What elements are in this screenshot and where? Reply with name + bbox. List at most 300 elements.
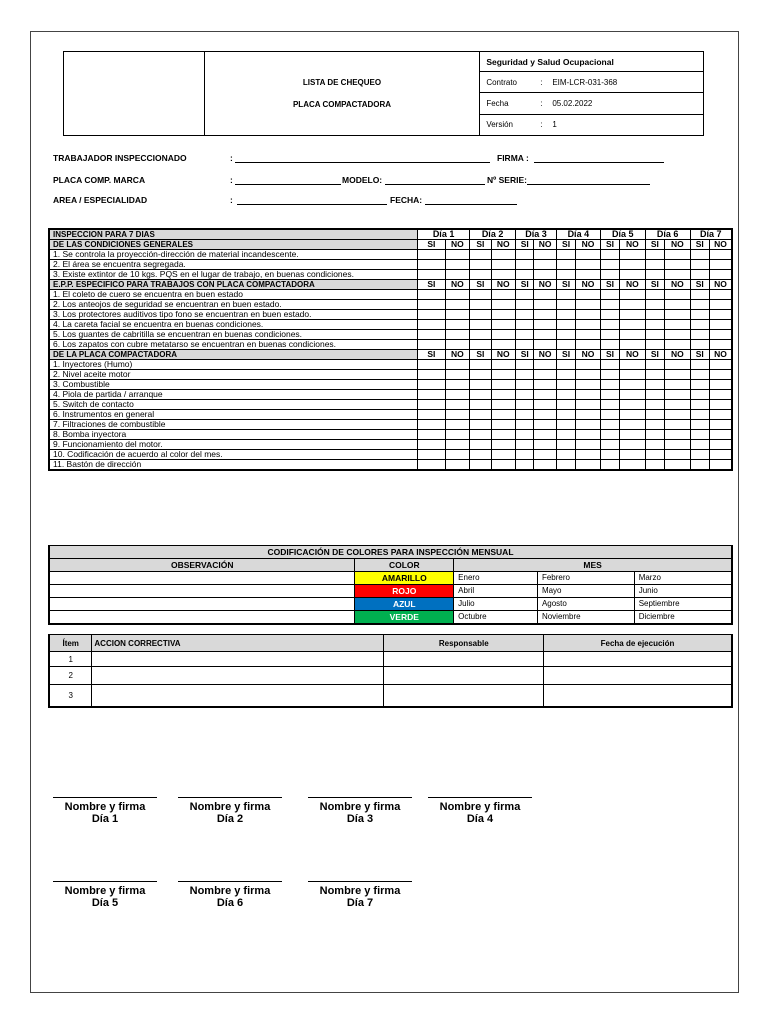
- check-cell[interactable]: [470, 360, 491, 370]
- check-cell[interactable]: [556, 400, 575, 410]
- check-cell[interactable]: [534, 370, 556, 380]
- check-cell[interactable]: [534, 250, 556, 260]
- check-cell[interactable]: [445, 450, 470, 460]
- check-cell[interactable]: [556, 330, 575, 340]
- check-cell[interactable]: [445, 440, 470, 450]
- check-cell[interactable]: [470, 380, 491, 390]
- check-cell[interactable]: [620, 300, 646, 310]
- check-cell[interactable]: [620, 310, 646, 320]
- check-cell[interactable]: [534, 450, 556, 460]
- check-cell[interactable]: [491, 300, 516, 310]
- execution-date-cell[interactable]: [544, 667, 732, 685]
- check-cell[interactable]: [534, 300, 556, 310]
- check-cell[interactable]: [516, 370, 534, 380]
- check-cell[interactable]: [516, 250, 534, 260]
- signature-line[interactable]: [178, 797, 282, 798]
- check-cell[interactable]: [445, 460, 470, 471]
- check-cell[interactable]: [690, 380, 709, 390]
- check-cell[interactable]: [620, 460, 646, 471]
- check-cell[interactable]: [418, 400, 446, 410]
- check-cell[interactable]: [576, 430, 601, 440]
- check-cell[interactable]: [516, 410, 534, 420]
- observation-cell[interactable]: [49, 611, 355, 625]
- check-cell[interactable]: [470, 320, 491, 330]
- worker-field[interactable]: [235, 153, 490, 163]
- check-cell[interactable]: [665, 320, 691, 330]
- check-cell[interactable]: [491, 330, 516, 340]
- check-cell[interactable]: [491, 420, 516, 430]
- check-cell[interactable]: [600, 250, 619, 260]
- check-cell[interactable]: [645, 440, 664, 450]
- check-cell[interactable]: [620, 360, 646, 370]
- check-cell[interactable]: [534, 400, 556, 410]
- check-cell[interactable]: [600, 370, 619, 380]
- check-cell[interactable]: [709, 360, 732, 370]
- check-cell[interactable]: [690, 450, 709, 460]
- signature-field[interactable]: [534, 153, 664, 163]
- check-cell[interactable]: [620, 430, 646, 440]
- check-cell[interactable]: [418, 260, 446, 270]
- check-cell[interactable]: [534, 420, 556, 430]
- check-cell[interactable]: [645, 310, 664, 320]
- signature-line[interactable]: [308, 797, 412, 798]
- check-cell[interactable]: [690, 430, 709, 440]
- action-cell[interactable]: [92, 667, 384, 685]
- check-cell[interactable]: [418, 410, 446, 420]
- check-cell[interactable]: [600, 340, 619, 350]
- check-cell[interactable]: [576, 390, 601, 400]
- check-cell[interactable]: [534, 430, 556, 440]
- area-field[interactable]: [237, 195, 387, 205]
- check-cell[interactable]: [690, 400, 709, 410]
- check-cell[interactable]: [665, 260, 691, 270]
- check-cell[interactable]: [556, 270, 575, 280]
- check-cell[interactable]: [516, 290, 534, 300]
- check-cell[interactable]: [534, 380, 556, 390]
- check-cell[interactable]: [470, 310, 491, 320]
- check-cell[interactable]: [709, 330, 732, 340]
- check-cell[interactable]: [690, 310, 709, 320]
- check-cell[interactable]: [470, 430, 491, 440]
- check-cell[interactable]: [534, 270, 556, 280]
- check-cell[interactable]: [534, 390, 556, 400]
- check-cell[interactable]: [516, 390, 534, 400]
- check-cell[interactable]: [645, 340, 664, 350]
- check-cell[interactable]: [516, 300, 534, 310]
- check-cell[interactable]: [620, 450, 646, 460]
- check-cell[interactable]: [600, 290, 619, 300]
- check-cell[interactable]: [690, 390, 709, 400]
- check-cell[interactable]: [516, 310, 534, 320]
- check-cell[interactable]: [690, 330, 709, 340]
- check-cell[interactable]: [665, 330, 691, 340]
- check-cell[interactable]: [470, 390, 491, 400]
- check-cell[interactable]: [418, 430, 446, 440]
- check-cell[interactable]: [534, 290, 556, 300]
- check-cell[interactable]: [445, 300, 470, 310]
- check-cell[interactable]: [576, 370, 601, 380]
- check-cell[interactable]: [556, 370, 575, 380]
- check-cell[interactable]: [690, 260, 709, 270]
- check-cell[interactable]: [620, 380, 646, 390]
- check-cell[interactable]: [645, 410, 664, 420]
- check-cell[interactable]: [665, 400, 691, 410]
- check-cell[interactable]: [470, 450, 491, 460]
- check-cell[interactable]: [418, 440, 446, 450]
- check-cell[interactable]: [709, 290, 732, 300]
- check-cell[interactable]: [600, 460, 619, 471]
- check-cell[interactable]: [470, 250, 491, 260]
- check-cell[interactable]: [645, 330, 664, 340]
- check-cell[interactable]: [556, 340, 575, 350]
- check-cell[interactable]: [516, 320, 534, 330]
- signature-line[interactable]: [178, 881, 282, 882]
- check-cell[interactable]: [576, 450, 601, 460]
- check-cell[interactable]: [690, 300, 709, 310]
- check-cell[interactable]: [665, 360, 691, 370]
- check-cell[interactable]: [418, 450, 446, 460]
- check-cell[interactable]: [491, 290, 516, 300]
- check-cell[interactable]: [491, 270, 516, 280]
- check-cell[interactable]: [600, 320, 619, 330]
- check-cell[interactable]: [445, 430, 470, 440]
- check-cell[interactable]: [690, 410, 709, 420]
- check-cell[interactable]: [600, 450, 619, 460]
- check-cell[interactable]: [576, 310, 601, 320]
- check-cell[interactable]: [556, 410, 575, 420]
- check-cell[interactable]: [620, 340, 646, 350]
- check-cell[interactable]: [470, 290, 491, 300]
- check-cell[interactable]: [665, 410, 691, 420]
- check-cell[interactable]: [665, 390, 691, 400]
- check-cell[interactable]: [576, 270, 601, 280]
- check-cell[interactable]: [418, 340, 446, 350]
- signature-line[interactable]: [308, 881, 412, 882]
- check-cell[interactable]: [418, 460, 446, 471]
- check-cell[interactable]: [620, 410, 646, 420]
- check-cell[interactable]: [516, 260, 534, 270]
- check-cell[interactable]: [709, 300, 732, 310]
- check-cell[interactable]: [709, 250, 732, 260]
- check-cell[interactable]: [491, 410, 516, 420]
- check-cell[interactable]: [556, 420, 575, 430]
- check-cell[interactable]: [491, 260, 516, 270]
- check-cell[interactable]: [445, 410, 470, 420]
- check-cell[interactable]: [534, 340, 556, 350]
- check-cell[interactable]: [418, 390, 446, 400]
- check-cell[interactable]: [556, 260, 575, 270]
- check-cell[interactable]: [534, 330, 556, 340]
- check-cell[interactable]: [576, 460, 601, 471]
- observation-cell[interactable]: [49, 598, 355, 611]
- check-cell[interactable]: [645, 420, 664, 430]
- check-cell[interactable]: [491, 250, 516, 260]
- check-cell[interactable]: [418, 250, 446, 260]
- check-cell[interactable]: [665, 300, 691, 310]
- check-cell[interactable]: [576, 320, 601, 330]
- check-cell[interactable]: [470, 440, 491, 450]
- check-cell[interactable]: [576, 250, 601, 260]
- check-cell[interactable]: [576, 290, 601, 300]
- check-cell[interactable]: [491, 440, 516, 450]
- check-cell[interactable]: [665, 250, 691, 260]
- check-cell[interactable]: [516, 450, 534, 460]
- check-cell[interactable]: [418, 370, 446, 380]
- check-cell[interactable]: [470, 460, 491, 471]
- check-cell[interactable]: [665, 420, 691, 430]
- check-cell[interactable]: [645, 270, 664, 280]
- check-cell[interactable]: [645, 360, 664, 370]
- check-cell[interactable]: [418, 300, 446, 310]
- check-cell[interactable]: [516, 460, 534, 471]
- execution-date-cell[interactable]: [544, 685, 732, 707]
- signature-line[interactable]: [428, 797, 532, 798]
- check-cell[interactable]: [690, 370, 709, 380]
- check-cell[interactable]: [690, 320, 709, 330]
- check-cell[interactable]: [470, 370, 491, 380]
- check-cell[interactable]: [690, 250, 709, 260]
- check-cell[interactable]: [600, 270, 619, 280]
- check-cell[interactable]: [600, 360, 619, 370]
- check-cell[interactable]: [516, 340, 534, 350]
- check-cell[interactable]: [620, 440, 646, 450]
- check-cell[interactable]: [690, 360, 709, 370]
- check-cell[interactable]: [491, 370, 516, 380]
- check-cell[interactable]: [645, 380, 664, 390]
- check-cell[interactable]: [470, 300, 491, 310]
- check-cell[interactable]: [445, 290, 470, 300]
- check-cell[interactable]: [576, 340, 601, 350]
- check-cell[interactable]: [665, 460, 691, 471]
- check-cell[interactable]: [645, 450, 664, 460]
- check-cell[interactable]: [690, 340, 709, 350]
- check-cell[interactable]: [491, 390, 516, 400]
- check-cell[interactable]: [709, 460, 732, 471]
- check-cell[interactable]: [556, 440, 575, 450]
- check-cell[interactable]: [491, 450, 516, 460]
- date-field[interactable]: [425, 195, 517, 205]
- observation-cell[interactable]: [49, 572, 355, 585]
- check-cell[interactable]: [600, 300, 619, 310]
- check-cell[interactable]: [576, 330, 601, 340]
- responsible-cell[interactable]: [384, 667, 544, 685]
- check-cell[interactable]: [576, 410, 601, 420]
- check-cell[interactable]: [556, 310, 575, 320]
- action-cell[interactable]: [92, 652, 384, 667]
- check-cell[interactable]: [445, 340, 470, 350]
- check-cell[interactable]: [620, 390, 646, 400]
- check-cell[interactable]: [470, 340, 491, 350]
- check-cell[interactable]: [600, 310, 619, 320]
- check-cell[interactable]: [556, 460, 575, 471]
- check-cell[interactable]: [418, 320, 446, 330]
- check-cell[interactable]: [709, 310, 732, 320]
- check-cell[interactable]: [620, 330, 646, 340]
- check-cell[interactable]: [600, 380, 619, 390]
- check-cell[interactable]: [709, 270, 732, 280]
- check-cell[interactable]: [534, 310, 556, 320]
- check-cell[interactable]: [576, 420, 601, 430]
- check-cell[interactable]: [491, 400, 516, 410]
- check-cell[interactable]: [709, 430, 732, 440]
- check-cell[interactable]: [576, 440, 601, 450]
- check-cell[interactable]: [516, 360, 534, 370]
- check-cell[interactable]: [534, 440, 556, 450]
- check-cell[interactable]: [690, 440, 709, 450]
- check-cell[interactable]: [470, 270, 491, 280]
- check-cell[interactable]: [534, 260, 556, 270]
- check-cell[interactable]: [645, 400, 664, 410]
- action-cell[interactable]: [92, 685, 384, 707]
- check-cell[interactable]: [418, 380, 446, 390]
- check-cell[interactable]: [665, 380, 691, 390]
- check-cell[interactable]: [491, 340, 516, 350]
- check-cell[interactable]: [516, 380, 534, 390]
- check-cell[interactable]: [516, 440, 534, 450]
- check-cell[interactable]: [709, 450, 732, 460]
- check-cell[interactable]: [491, 380, 516, 390]
- check-cell[interactable]: [645, 320, 664, 330]
- check-cell[interactable]: [445, 270, 470, 280]
- check-cell[interactable]: [620, 260, 646, 270]
- responsible-cell[interactable]: [384, 685, 544, 707]
- check-cell[interactable]: [665, 270, 691, 280]
- check-cell[interactable]: [516, 270, 534, 280]
- check-cell[interactable]: [600, 260, 619, 270]
- check-cell[interactable]: [418, 310, 446, 320]
- check-cell[interactable]: [556, 450, 575, 460]
- check-cell[interactable]: [709, 260, 732, 270]
- check-cell[interactable]: [600, 440, 619, 450]
- execution-date-cell[interactable]: [544, 652, 732, 667]
- check-cell[interactable]: [556, 320, 575, 330]
- check-cell[interactable]: [690, 460, 709, 471]
- check-cell[interactable]: [709, 370, 732, 380]
- check-cell[interactable]: [445, 390, 470, 400]
- observation-cell[interactable]: [49, 585, 355, 598]
- check-cell[interactable]: [665, 340, 691, 350]
- check-cell[interactable]: [600, 390, 619, 400]
- check-cell[interactable]: [690, 420, 709, 430]
- check-cell[interactable]: [445, 420, 470, 430]
- check-cell[interactable]: [576, 260, 601, 270]
- check-cell[interactable]: [645, 290, 664, 300]
- check-cell[interactable]: [491, 310, 516, 320]
- check-cell[interactable]: [620, 400, 646, 410]
- check-cell[interactable]: [470, 410, 491, 420]
- check-cell[interactable]: [418, 270, 446, 280]
- check-cell[interactable]: [470, 260, 491, 270]
- check-cell[interactable]: [665, 440, 691, 450]
- check-cell[interactable]: [534, 460, 556, 471]
- check-cell[interactable]: [445, 330, 470, 340]
- check-cell[interactable]: [445, 310, 470, 320]
- check-cell[interactable]: [418, 420, 446, 430]
- check-cell[interactable]: [709, 440, 732, 450]
- check-cell[interactable]: [600, 400, 619, 410]
- check-cell[interactable]: [576, 400, 601, 410]
- check-cell[interactable]: [645, 460, 664, 471]
- check-cell[interactable]: [491, 360, 516, 370]
- check-cell[interactable]: [620, 250, 646, 260]
- check-cell[interactable]: [470, 330, 491, 340]
- check-cell[interactable]: [445, 360, 470, 370]
- check-cell[interactable]: [645, 250, 664, 260]
- check-cell[interactable]: [709, 400, 732, 410]
- check-cell[interactable]: [556, 300, 575, 310]
- check-cell[interactable]: [445, 400, 470, 410]
- check-cell[interactable]: [576, 300, 601, 310]
- check-cell[interactable]: [645, 300, 664, 310]
- serial-field[interactable]: [527, 175, 650, 185]
- check-cell[interactable]: [534, 410, 556, 420]
- check-cell[interactable]: [418, 360, 446, 370]
- check-cell[interactable]: [556, 360, 575, 370]
- check-cell[interactable]: [556, 390, 575, 400]
- check-cell[interactable]: [445, 250, 470, 260]
- check-cell[interactable]: [418, 330, 446, 340]
- check-cell[interactable]: [645, 370, 664, 380]
- check-cell[interactable]: [445, 370, 470, 380]
- check-cell[interactable]: [445, 320, 470, 330]
- check-cell[interactable]: [516, 420, 534, 430]
- check-cell[interactable]: [620, 370, 646, 380]
- check-cell[interactable]: [556, 430, 575, 440]
- check-cell[interactable]: [556, 380, 575, 390]
- check-cell[interactable]: [665, 450, 691, 460]
- check-cell[interactable]: [690, 270, 709, 280]
- check-cell[interactable]: [516, 330, 534, 340]
- check-cell[interactable]: [516, 430, 534, 440]
- check-cell[interactable]: [470, 420, 491, 430]
- check-cell[interactable]: [645, 430, 664, 440]
- check-cell[interactable]: [600, 430, 619, 440]
- plate-brand-field[interactable]: [235, 175, 341, 185]
- check-cell[interactable]: [709, 340, 732, 350]
- model-field[interactable]: [385, 175, 485, 185]
- check-cell[interactable]: [709, 390, 732, 400]
- check-cell[interactable]: [645, 390, 664, 400]
- responsible-cell[interactable]: [384, 652, 544, 667]
- check-cell[interactable]: [445, 260, 470, 270]
- check-cell[interactable]: [665, 290, 691, 300]
- check-cell[interactable]: [491, 430, 516, 440]
- check-cell[interactable]: [665, 370, 691, 380]
- check-cell[interactable]: [491, 320, 516, 330]
- check-cell[interactable]: [556, 250, 575, 260]
- check-cell[interactable]: [709, 320, 732, 330]
- check-cell[interactable]: [576, 380, 601, 390]
- check-cell[interactable]: [665, 430, 691, 440]
- check-cell[interactable]: [534, 320, 556, 330]
- check-cell[interactable]: [690, 290, 709, 300]
- check-cell[interactable]: [600, 330, 619, 340]
- check-cell[interactable]: [620, 420, 646, 430]
- check-cell[interactable]: [470, 400, 491, 410]
- check-cell[interactable]: [709, 380, 732, 390]
- check-cell[interactable]: [709, 420, 732, 430]
- check-cell[interactable]: [709, 410, 732, 420]
- check-cell[interactable]: [600, 410, 619, 420]
- check-cell[interactable]: [600, 420, 619, 430]
- check-cell[interactable]: [665, 310, 691, 320]
- check-cell[interactable]: [645, 260, 664, 270]
- check-cell[interactable]: [418, 290, 446, 300]
- signature-line[interactable]: [53, 797, 157, 798]
- check-cell[interactable]: [620, 320, 646, 330]
- check-cell[interactable]: [445, 380, 470, 390]
- check-cell[interactable]: [491, 460, 516, 471]
